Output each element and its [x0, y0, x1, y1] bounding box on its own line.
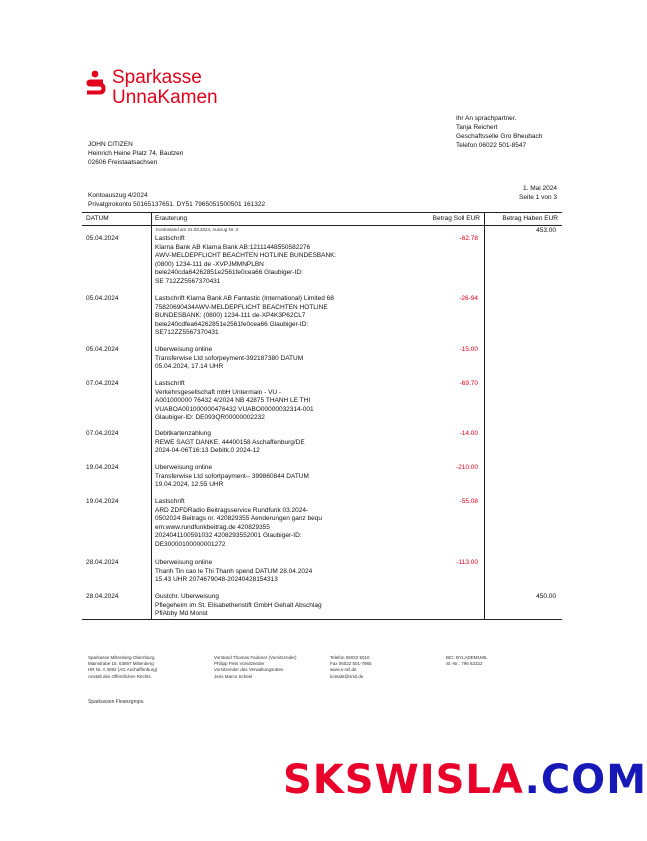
recipient-name: JOHN CITIZEN	[88, 141, 133, 148]
footer-contact	[330, 655, 372, 680]
row-description-line: VUABOA001000000476432 VUABO00000032314-001	[155, 405, 314, 413]
watermark-main: SKSWISLA	[283, 757, 525, 803]
row-description-line: Lastschrift	[155, 380, 185, 387]
row-description-line: Verkehrsgesellschaft mbH Untermain - VU -	[155, 388, 282, 396]
row-debit-amount: -55.08	[459, 498, 478, 505]
row-description-line: (0800) 1234-111 de -XVPJMMNPLBN	[155, 260, 264, 268]
row-debit-amount: -26-94	[459, 295, 478, 302]
recipient-address	[88, 140, 183, 167]
statement-info	[88, 191, 265, 209]
table-bottom-rule	[82, 619, 562, 620]
row-description-line: Lastschrift Klarna Bank AB Fantastic (International) Limited 68	[155, 295, 334, 302]
row-description-line: Thanh Tin cao le Thi Thanh spend DATUM 28.04.2024	[155, 567, 313, 575]
footer-line: Vorstand Thomas Faubner (Vorsitzender)	[214, 655, 297, 660]
table-header	[82, 212, 562, 226]
watermark-com: COM	[540, 757, 647, 803]
row-description-line: Lastschrift	[155, 235, 185, 242]
row-description-line: BUNDESBANK: (0800) 1234-111 de-XP4K3P62CL7	[155, 312, 306, 320]
row-description-line: SE712ZZ5567370431	[155, 329, 219, 337]
row-description-line: A001000000 76432 4/2024 NB 42875 THANH LE THI	[155, 397, 311, 405]
row-description	[155, 235, 425, 287]
footer-line: BIC: BYLADEM1MIL	[446, 655, 488, 660]
header-date: DATUM	[86, 215, 109, 222]
footer-bank-info	[88, 655, 157, 680]
row-description-line: Transferwise Ltd soforpeyment-392187380 DATUM	[155, 354, 304, 362]
row-date: 28.04.2024	[86, 559, 119, 566]
row-description	[155, 498, 425, 550]
row-description	[155, 559, 425, 585]
footer	[88, 655, 558, 695]
row-credit-amount: 450.00	[536, 593, 556, 600]
row-description-line: DE30000100000001272	[155, 540, 226, 548]
footer-line: Mainstrabe 15, 63897 Miltenberg	[88, 661, 154, 667]
column-divider	[484, 212, 485, 620]
row-description	[155, 430, 425, 456]
row-description	[155, 295, 425, 338]
row-description-line: Transferwise Ltd sofortpayment-- 399860844 DATUM	[155, 472, 309, 480]
row-description-line: ARD ZDFDRadio Beitragsservice Rundfunk 03.2024-	[155, 506, 309, 514]
row-description	[155, 346, 425, 372]
watermark-dot: .	[524, 757, 541, 803]
sparkasse-logo-icon	[84, 70, 106, 98]
row-date: 05.04.2024	[86, 346, 119, 353]
footer-line: Telefon 06022 5010	[330, 655, 370, 660]
row-description	[155, 593, 425, 619]
row-description-line: 2024-04-06T16:13 Debitk.0 2024-12	[155, 447, 260, 455]
row-date: 19.04.2024	[86, 464, 119, 471]
row-description-line: Uberweisung online	[155, 464, 213, 471]
footer-line: Philipp Fleis Vorsitzender	[214, 661, 265, 667]
contact-phone: Telefon 06022 501-8547	[456, 142, 527, 149]
footer-line: Jens Marco Scheel	[214, 673, 253, 679]
brand-name	[112, 68, 218, 108]
footer-line: kontakt@smil.de	[330, 673, 364, 679]
row-date: 07.04.2024	[86, 380, 119, 387]
header-credit: Betrag Haben EUR	[502, 215, 558, 222]
row-date: 05.04.2024	[86, 235, 119, 242]
contact-block	[456, 114, 542, 150]
row-description-line: 75820690434AWV-MELDEPFLICHT BEACHTEN HOTLINE	[155, 303, 328, 311]
row-description-line: Glaubiger-ID: DE093QR00000002232	[155, 414, 265, 422]
footer-group: Sparkassen Fleanzgropu	[88, 699, 144, 705]
row-description-line: Uberweisung online	[155, 346, 213, 353]
footer-line: Anstalt des Offentlichen Rechts	[88, 673, 151, 679]
row-debit-amount: -14.00	[459, 430, 478, 437]
account-number: Privatgirokonto 50165137651. DY51 7965051500501 161322	[88, 201, 266, 208]
row-description-line: 19.04.2024, 12.55 UHR	[155, 481, 224, 489]
row-debit-amount: -62.78	[459, 235, 478, 242]
header-debit: Betrag Soll EUR	[432, 215, 480, 222]
row-description-line: REWE SAGT DANKE. 44400158 Aschaffenburg/DE	[155, 438, 305, 446]
row-description-line: 15.43 UHR 2074679048-20240428154313	[155, 576, 278, 584]
statement-date: 1. Mai 2024	[523, 185, 557, 192]
footer-line: Fax 06022 501-7965	[330, 661, 372, 667]
brand-line2: UnnaKamen	[112, 87, 218, 108]
footer-board	[214, 655, 296, 680]
row-description-line: Klarna Bank AB Klarna Bank AB:12111448550582276	[155, 243, 311, 251]
contact-label: Ihr An sprachpartner.	[456, 115, 517, 122]
row-description-line: AWV-MELDEPFLICHT BEACHTEN HOTLINE BUNDESBANK:	[155, 252, 337, 260]
footer-line: www.s-mil.de	[330, 667, 357, 673]
row-date: 05.04.2024	[86, 295, 119, 302]
row-debit-amount: -113.00	[456, 559, 478, 566]
recipient-street: Heinrich Heine Platz 74, Bautzen	[88, 150, 184, 157]
row-description-line: em:www.rundfunkbeitrag.de 420829355	[155, 523, 270, 531]
row-date: 28.04.2024	[86, 593, 119, 600]
brand-line1: Sparkasse	[112, 67, 202, 88]
watermark-text	[283, 758, 647, 802]
row-description-line: Gustchr. Uberweisung	[155, 593, 219, 600]
row-description-line: 05.04.2024, 17.14 UHR	[155, 363, 224, 371]
statement-title: Kontoauszug 4/2024	[88, 192, 148, 199]
footer-line: HR Nr. A 3092 (AG Aschaffenburg)	[88, 667, 158, 673]
row-description-line: 2024041100591032 4208293552001 Glaubiger-ID:	[155, 532, 302, 540]
contact-office: Geschaftsselle Gro Bheubach	[456, 133, 543, 140]
row-date: 19.04.2024	[86, 498, 119, 505]
row-description-line: Uberweisung online	[155, 559, 213, 566]
row-debit-amount: -15.00	[459, 346, 478, 353]
opening-balance: 453.00	[536, 227, 556, 234]
column-divider	[151, 212, 152, 620]
row-description	[155, 380, 425, 423]
statement-date-block	[519, 184, 557, 202]
footer-bank-codes	[446, 655, 488, 667]
row-description-line: bele240cda64262851e2561fe0cea66 Glaubiger-ID:	[155, 269, 303, 277]
row-description-line: 0502024 Beitrags nr. 420829355 Aenderungen ganz bequ	[155, 515, 322, 523]
row-description-line: Lastschrift	[155, 498, 185, 505]
footer-line: Sparkasse Miltenberg-Obernburg	[88, 655, 155, 660]
row-description-line: Pflegeheim im St. Elisabethenstift GmbH Gehalt Abschlag	[155, 601, 322, 609]
row-description-line: SE 712ZZ5567370431	[155, 277, 221, 285]
opening-balance-note: Kontostand am 31.03.2024, Auszug Nr. 3	[156, 227, 239, 232]
row-description-line: Debitkartenzahlung	[155, 430, 212, 437]
contact-name: Tanja Reichert	[456, 124, 498, 131]
footer-line: Vorsitzender des Verwaltungsrates	[214, 667, 284, 673]
page-number: Seite 1 von 3	[519, 194, 557, 201]
header-description: Erauterung	[155, 215, 188, 222]
row-description-line: PflAbby Md Monst	[155, 610, 208, 618]
row-description-line: bele240cdfea64262851e2561fe0cea66 Glaubiger-ID:	[155, 320, 309, 328]
row-description	[155, 464, 425, 490]
footer-line: St.-Nr.: 796 63322	[446, 661, 483, 667]
row-debit-amount: -210.00	[455, 464, 478, 471]
row-debit-amount: -69.70	[459, 380, 478, 387]
row-date: 07.04.2024	[86, 430, 119, 437]
recipient-city: 02606 Freistaatsachsen	[88, 159, 158, 166]
